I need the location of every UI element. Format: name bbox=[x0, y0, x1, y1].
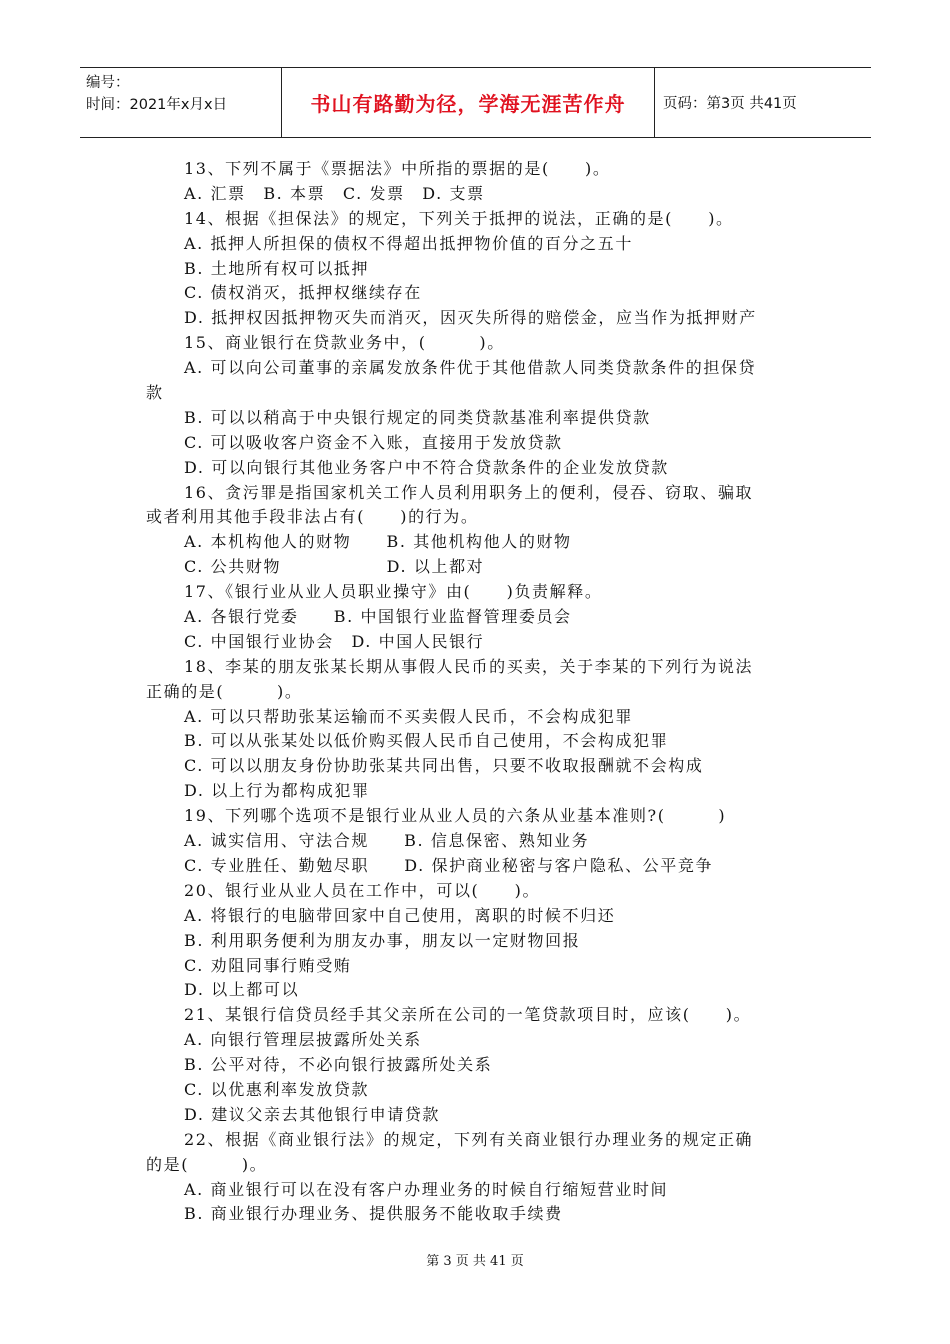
text-line: B. 可以从张某处以低价购买假人民币自己使用，不会构成犯罪 bbox=[184, 731, 669, 751]
text-line: C. 专业胜任、勤勉尽职 D. 保护商业秘密与客户隐私、公平竞争 bbox=[184, 855, 714, 875]
page-footer: 第 3 页 共 41 页 bbox=[426, 1254, 524, 1269]
text-line: 21、某银行信贷员经手其父亲所在公司的一笔贷款项目时，应该( )。 bbox=[184, 1005, 752, 1025]
text-line: B. 利用职务便利为朋友办事，朋友以一定财物回报 bbox=[184, 930, 581, 950]
text-line: B. 公平对待，不必向银行披露所处关系 bbox=[184, 1055, 493, 1075]
text-line: A. 本机构他人的财物 B. 其他机构他人的财物 bbox=[184, 532, 572, 552]
text-line: 正确的是( )。 bbox=[146, 681, 303, 701]
text-line: A. 抵押人所担保的债权不得超出抵押物价值的百分之五十 bbox=[184, 233, 633, 253]
text-line: D. 以上都可以 bbox=[184, 980, 300, 1000]
text-line: A. 将银行的电脑带回家中自己使用，离职的时候不归还 bbox=[184, 905, 616, 925]
text-line: D. 可以向银行其他业务客户中不符合贷款条件的企业发放贷款 bbox=[184, 457, 669, 477]
text-line: A. 可以只帮助张某运输而不买卖假人民币，不会构成犯罪 bbox=[184, 706, 633, 726]
header-page-info: 页码：第3页 共41页 bbox=[663, 96, 797, 112]
text-line: 18、李某的朋友张某长期从事假人民币的买卖，关于李某的下列行为说法 bbox=[184, 656, 754, 676]
text-line: B. 可以以稍高于中央银行规定的同类贷款基准利率提供贷款 bbox=[184, 407, 651, 427]
text-line: 19、下列哪个选项不是银行业从业人员的六条从业基本准则?( ) bbox=[184, 806, 727, 826]
text-line: A. 诚实信用、守法合规 B. 信息保密、熟知业务 bbox=[184, 831, 590, 851]
page-header bbox=[80, 67, 871, 138]
text-line: A. 各银行党委 B. 中国银行业监督管理委员会 bbox=[184, 607, 572, 627]
text-line: 16、贪污罪是指国家机关工作人员利用职务上的便利，侵吞、窃取、骗取 bbox=[184, 482, 754, 502]
text-line: 20、银行业从业人员在工作中，可以( )。 bbox=[184, 880, 541, 900]
text-line: A. 汇票 B. 本票 C. 发票 D. 支票 bbox=[184, 183, 485, 203]
header-motto: 书山有路勤为径，学海无涯苦作舟 bbox=[282, 68, 655, 137]
text-line: 的是( )。 bbox=[146, 1154, 268, 1174]
text-line: 或者利用其他手段非法占有( )的行为。 bbox=[146, 507, 479, 527]
text-line: 款 bbox=[146, 383, 164, 403]
text-line: A. 向银行管理层披露所处关系 bbox=[184, 1030, 422, 1050]
text-line: 14、根据《担保法》的规定，下列关于抵押的说法，正确的是( )。 bbox=[184, 208, 734, 228]
text-line: C. 债权消灭，抵押权继续存在 bbox=[184, 283, 422, 303]
text-line: B. 土地所有权可以抵押 bbox=[184, 258, 370, 278]
number-label: 编号： bbox=[86, 75, 130, 91]
date-label: 时间：2021年x月x日 bbox=[86, 97, 228, 113]
text-line: 17、《银行业从业人员职业操守》由( )负责解释。 bbox=[184, 582, 603, 602]
text-line: 13、下列不属于《票据法》中所指的票据的是( )。 bbox=[184, 159, 611, 178]
text-line: D. 以上行为都构成犯罪 bbox=[184, 781, 370, 801]
text-line: A. 可以向公司董事的亲属发放条件优于其他借款人同类贷款条件的担保贷 bbox=[184, 358, 757, 378]
text-line: C. 以优惠利率发放贷款 bbox=[184, 1079, 370, 1099]
text-line: C. 公共财物 D. 以上都对 bbox=[184, 557, 485, 577]
document-body bbox=[146, 157, 816, 1227]
text-line: C. 可以吸收客户资金不入账，直接用于发放贷款 bbox=[184, 432, 563, 452]
text-line: 22、根据《商业银行法》的规定，下列有关商业银行办理业务的规定正确 bbox=[184, 1129, 754, 1149]
text-line: C. 可以以朋友身份协助张某共同出售，只要不收取报酬就不会构成 bbox=[184, 756, 704, 776]
text-line: A. 商业银行可以在没有客户办理业务的时候自行缩短营业时间 bbox=[184, 1179, 669, 1199]
text-line: 15、商业银行在贷款业务中，( )。 bbox=[184, 333, 505, 353]
text-line: C. 中国银行业协会 D. 中国人民银行 bbox=[184, 631, 485, 651]
text-line: C. 劝阻同事行贿受贿 bbox=[184, 955, 352, 975]
text-line: D. 抵押权因抵押物灭失而消灭，因灭失所得的赔偿金，应当作为抵押财产 bbox=[184, 308, 757, 328]
text-line: B. 商业银行办理业务、提供服务不能收取手续费 bbox=[184, 1204, 563, 1224]
text-line: D. 建议父亲去其他银行申请贷款 bbox=[184, 1104, 441, 1124]
header-meta bbox=[80, 68, 282, 137]
